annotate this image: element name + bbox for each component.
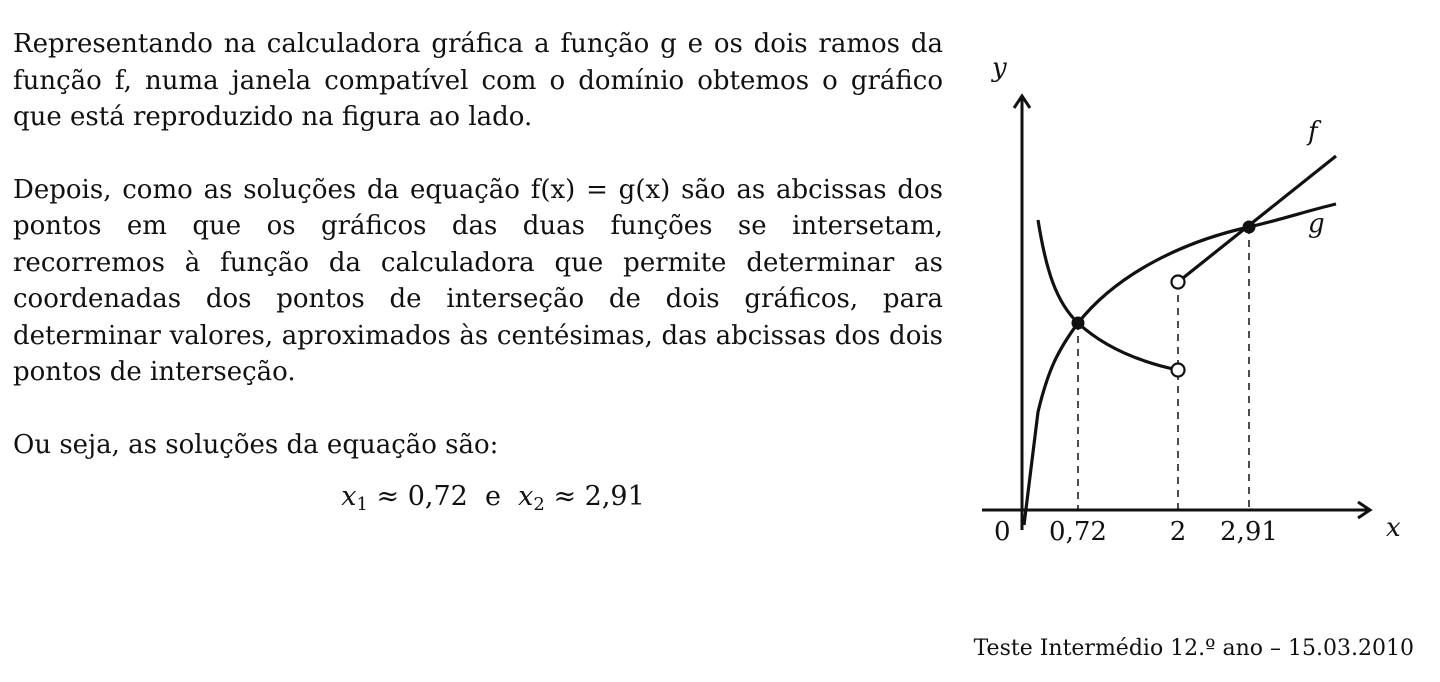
intersection-point-2 [1243,221,1256,234]
tick-label-x2: 2,91 [1220,517,1278,547]
curve-label-g: g [1308,209,1325,239]
y-axis-label: y [992,53,1007,83]
function-graph [960,40,1420,560]
origin-label: 0 [994,517,1011,547]
paragraph-conclusion: Ou seja, as soluções da equação são: [13,429,499,460]
tick-label-two: 2 [1169,517,1187,547]
resolution-text [13,26,943,524]
open-point-f-right [1172,276,1185,289]
paragraph-graph-description: Representando na calculadora gráfica a função g e os dois ramos da função f, numa janela compatível com o domínio obtemos o gráfico que está reproduzido na figura ao lado. [13,29,943,132]
footer-source: Teste Intermédio 12.º ano – 15.03.2010 [973,636,1414,661]
curve-f-left-branch [1038,220,1178,370]
curve-label-f: f [1308,117,1318,147]
solutions-line [13,479,943,524]
paragraph-method-explanation: Depois, como as soluções da equação f(x) = g(x) são as abcissas dos pontos em que os gráficos das duas funções se intersetam, recorremos à função da calculadora que permite determinar as coordenadas dos pontos de interseção de dois gráficos, para determinar valores, aproximados às centésimas, das abcissas dos dois pontos de interseção. [13,174,943,387]
tick-label-x1: 0,72 [1049,517,1107,547]
x1-subscript: 1 [356,494,368,515]
x-axis-label: x [1386,513,1401,543]
x1-value: ≈ 0,72 [376,481,468,512]
x1-variable: x [341,481,357,512]
x2-variable: x [518,481,534,512]
intersection-point-1 [1072,317,1085,330]
x2-value: ≈ 2,91 [553,481,645,512]
open-point-f-left [1172,364,1185,377]
solutions-connector: e [485,481,501,512]
x2-subscript: 2 [533,494,545,515]
